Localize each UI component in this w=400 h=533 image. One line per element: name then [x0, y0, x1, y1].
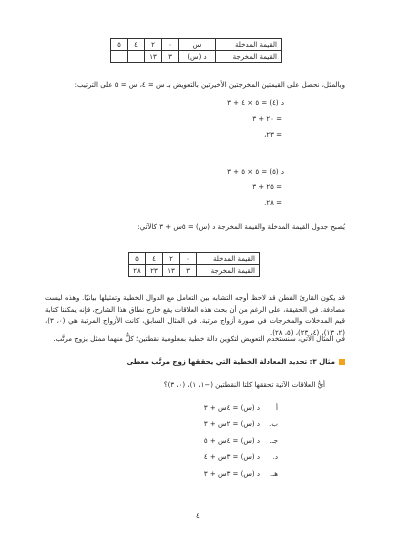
table-cell-label: القيمة المدخلة: [216, 39, 282, 51]
paragraph: في المثال الآتي، سنستخدم التعويض لتكوين دالة خطية بمعلومية نقطتين؛ كلٌّ منهما ممثل بزوج مرتَّب.: [53, 335, 345, 343]
table-cell: ٣: [180, 265, 197, 277]
calc-line: د (٤) = ٥ × ٤ + ٣: [227, 99, 284, 107]
calc-line: = ٢٠ + ٣: [252, 115, 282, 123]
example-title: [127, 358, 345, 366]
table-intro-text: يُصبح جدول القيمة المدخلة والقيمة المخرجة د (س) = ٥س + ٣ كالآتي:: [137, 223, 345, 231]
option-letter: جـ.: [269, 437, 278, 445]
table-cell: ٣: [162, 51, 179, 63]
table-cell: ٤: [128, 39, 145, 51]
calc-line: = ٢٨.: [264, 199, 282, 207]
table-cell: ٥: [129, 253, 146, 265]
page-number: ٤: [196, 512, 200, 520]
table-cell: ٤: [146, 253, 163, 265]
table-cell: ٢٨: [129, 265, 146, 277]
option-letter: هـ.: [270, 470, 278, 478]
table-row: [111, 51, 282, 63]
table-cell-label: القيمة المخرجة: [216, 51, 282, 63]
square-bullet-icon: [339, 359, 345, 365]
option-letter: ب.: [269, 420, 278, 428]
calc-line: د (٥) = ٥ × ٥ + ٣: [227, 168, 284, 176]
table-row: [129, 253, 260, 265]
table-cell: س: [179, 39, 216, 51]
table-row: [129, 265, 260, 277]
option-letter: د.: [272, 453, 278, 461]
table-cell-label: القيمة المدخلة: [197, 253, 260, 265]
option-text: د (س) = ٣س + ٣: [203, 470, 260, 478]
table-cell: ٢: [145, 39, 162, 51]
intro-text: وبالمثل، نحصل على القيمتين المخرجتين الأخيرتين بالتعويض بـ س = ٤، س = ٥ على الترتيب:: [74, 81, 345, 89]
table-cell: ١٣: [163, 265, 180, 277]
table-cell: [111, 51, 128, 63]
table-cell: ٠: [162, 39, 179, 51]
input-output-table-partial: [110, 38, 282, 63]
table-cell: ٠: [180, 253, 197, 265]
table-cell: د (س): [179, 51, 216, 63]
table-cell: ٢: [163, 253, 180, 265]
option-letter: أ: [276, 404, 278, 412]
calc-line: = ٢٣،: [264, 131, 282, 139]
example-title-text: مثال ٣: تحديد المعادلة الخطية التي يحققها زوج مرتَّب معطى: [126, 358, 335, 366]
table-cell-label: القيمة المخرجة: [197, 265, 260, 277]
option-text: د (س) = ٢س + ٣: [203, 420, 260, 428]
option-text: د (س) = ٤س + ٥: [203, 437, 260, 445]
table-row: [111, 39, 282, 51]
table-cell: ٥: [111, 39, 128, 51]
table-cell: ١٣: [145, 51, 162, 63]
table-cell: ٢٣: [146, 265, 163, 277]
example-question: أيُّ العلاقات الآتية تحققها كلتا النقطتين (−١، ١)، (٠، ٣)؟: [163, 381, 325, 389]
table-cell: [128, 51, 145, 63]
paragraph: قد يكون القارئ الفطن قد لاحظ أوجه التشابه بين التعامل مع الدوال الخطية وتمثيلها بيانيًا. وهذه ليست مصادفة. في الحقيقة، على الرغم من أن بحث هذه العلاقات يقع خارج نطاق هذا الشارح، فإنه يمكننا كتابة قيم المدخلات والمخرجات في صورة أزواج مرتبة. في المثال السابق، كانت الأزواج المرتبة هي (٠، ٣)، (٢، ١٣)، (٤، ٢٣)، (٥، ٢٨).: [45, 294, 345, 337]
option-text: د (س) = ٤س + ٣: [203, 404, 260, 412]
option-text: د (س) = ٣س + ٤: [203, 453, 260, 461]
calc-line: = ٢٥ + ٣: [252, 183, 282, 191]
input-output-table-complete: [128, 252, 260, 277]
